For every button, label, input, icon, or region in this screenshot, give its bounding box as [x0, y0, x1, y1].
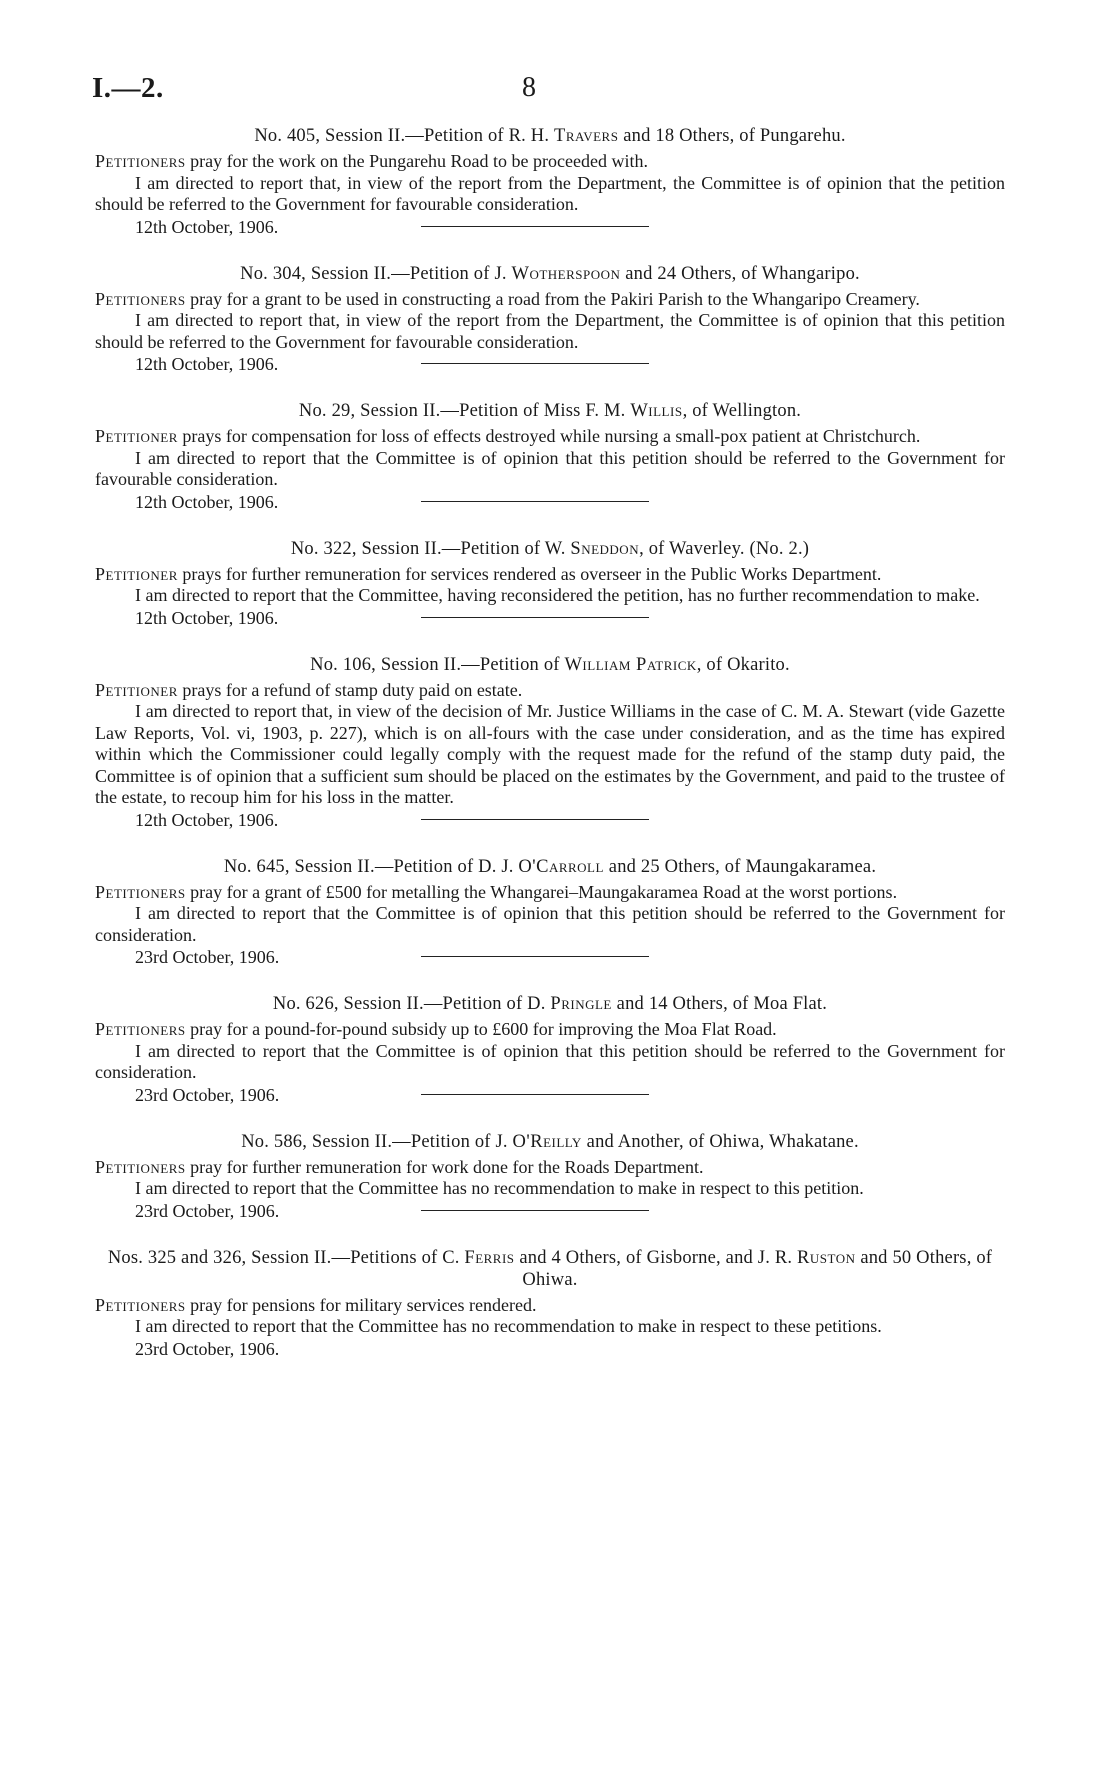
petition-title: No. 645, Session II.—Petition of D. J. O'Carroll and 25 Others, of Maungakaramea. [223, 856, 877, 877]
petition-prayer: Petitioners pray for pensions for military services rendered. [95, 1294, 537, 1315]
report-date: 12th October, 1906. [135, 809, 279, 830]
committee-report: I am directed to report that, in view of the report from the Department, the Committee is of opinion that this petition should be referred to the Government for favourable consideration. [95, 310, 1005, 352]
petition-entry [95, 1131, 1005, 1221]
petition-entry [95, 1247, 1005, 1360]
petition-title: Nos. 325 and 326, Session II.—Petitions of C. Ferris and 4 Others, of Gisborne, and J. R. Ruston and 50 Others, of Ohiwa. [107, 1247, 993, 1290]
committee-report: I am directed to report that the Committee has no recommendation to make in respect to these petitions. [135, 1316, 882, 1336]
petition-prayer: Petitioners pray for a grant to be used in constructing a road from the Pakiri Parish to the Whangaripo Creamery. [95, 288, 920, 309]
petition-prayer: Petitioners pray for further remuneration for work done for the Roads Department. [95, 1156, 704, 1177]
document-reference: I.—2. [92, 72, 164, 104]
petition-prayer: Petitioner prays for further remuneration for services rendered as overseer in the Public Works Department. [95, 563, 882, 584]
petition-title: No. 106, Session II.—Petition of William Patrick, of Okarito. [310, 654, 790, 675]
page-header [92, 72, 1022, 112]
petition-entry [95, 263, 1005, 374]
report-date: 12th October, 1906. [135, 607, 279, 628]
committee-report: I am directed to report that the Committee is of opinion that this petition should be referred to the Government for consideration. [95, 903, 1005, 945]
committee-report: I am directed to report that the Committee has no recommendation to make in respect to this petition. [135, 1178, 864, 1198]
committee-report: I am directed to report that the Committee is of opinion that this petition should be referred to the Government for favourable consideration. [95, 447, 1005, 489]
petition-prayer: Petitioner prays for a refund of stamp duty paid on estate. [95, 679, 523, 700]
page-number: 8 [522, 72, 536, 103]
petition-title: No. 405, Session II.—Petition of R. H. Travers and 18 Others, of Pungarehu. [254, 126, 846, 146]
petition-prayer: Petitioners pray for a pound-for-pound subsidy up to £600 for improving the Moa Flat Road. [95, 1019, 777, 1039]
petition-entry [95, 538, 1005, 628]
petition-entry [95, 654, 1005, 830]
petition-entry [95, 125, 1005, 237]
report-date: 12th October, 1906. [135, 354, 279, 374]
report-date: 23rd October, 1906. [135, 1200, 280, 1221]
petition-title: No. 586, Session II.—Petition of J. O'Reilly and Another, of Ohiwa, Whakatane. [241, 1131, 859, 1152]
petition-title: No. 304, Session II.—Petition of J. Wotherspoon and 24 Others, of Whangaripo. [240, 263, 860, 284]
report-date: 23rd October, 1906. [135, 947, 280, 967]
petition-prayer: Petitioner prays for compensation for loss of effects destroyed while nursing a small-pox patient at Christchurch. [95, 426, 921, 446]
committee-report: I am directed to report that the Committee, having reconsidered the petition, has no further recommendation to make. [135, 585, 980, 605]
petition-entry [95, 400, 1005, 512]
report-date: 23rd October, 1906. [135, 1084, 280, 1105]
petition-title: No. 626, Session II.—Petition of D. Pringle and 14 Others, of Moa Flat. [272, 994, 828, 1014]
committee-report: I am directed to report that the Committee is of opinion that this petition should be referred to the Government for consideration. [95, 1040, 1005, 1082]
petition-list [95, 125, 1005, 1360]
petition-entry [95, 993, 1005, 1105]
report-date: 12th October, 1906. [135, 491, 279, 512]
report-date: 12th October, 1906. [135, 216, 279, 237]
petition-title: No. 322, Session II.—Petition of W. Sneddon, of Waverley. (No. 2.) [290, 538, 810, 559]
petition-prayer: Petitioners pray for the work on the Pungarehu Road to be proceeded with. [95, 151, 648, 171]
petition-prayer: Petitioners pray for a grant of £500 for metalling the Whangarei–Maungakaramea Road at the worst portions. [95, 881, 898, 902]
petition-entry [95, 856, 1005, 967]
committee-report: I am directed to report that, in view of the report from the Department, the Committee is of opinion that the petition should be referred to the Government for favourable consideration. [95, 172, 1005, 214]
report-date: 23rd October, 1906. [135, 1338, 280, 1359]
committee-report: I am directed to report that, in view of the decision of Mr. Justice Williams in the case of C. M. A. Stewart (vide Gazette Law Reports, Vol. vi, 1903, p. 227), which is on all-fours with the case under consideration, and as the time has expired within which the Commissioner could legally comply with the request made for the refund of the stamp duty paid, the Committee is of opinion that a sufficient sum should be placed on the estimates by the Government, and paid to the trustee of the estate, to recoup him for his loss in the matter. [95, 701, 1005, 807]
petition-title: No. 29, Session II.—Petition of Miss F. M. Willis, of Wellington. [298, 401, 802, 421]
